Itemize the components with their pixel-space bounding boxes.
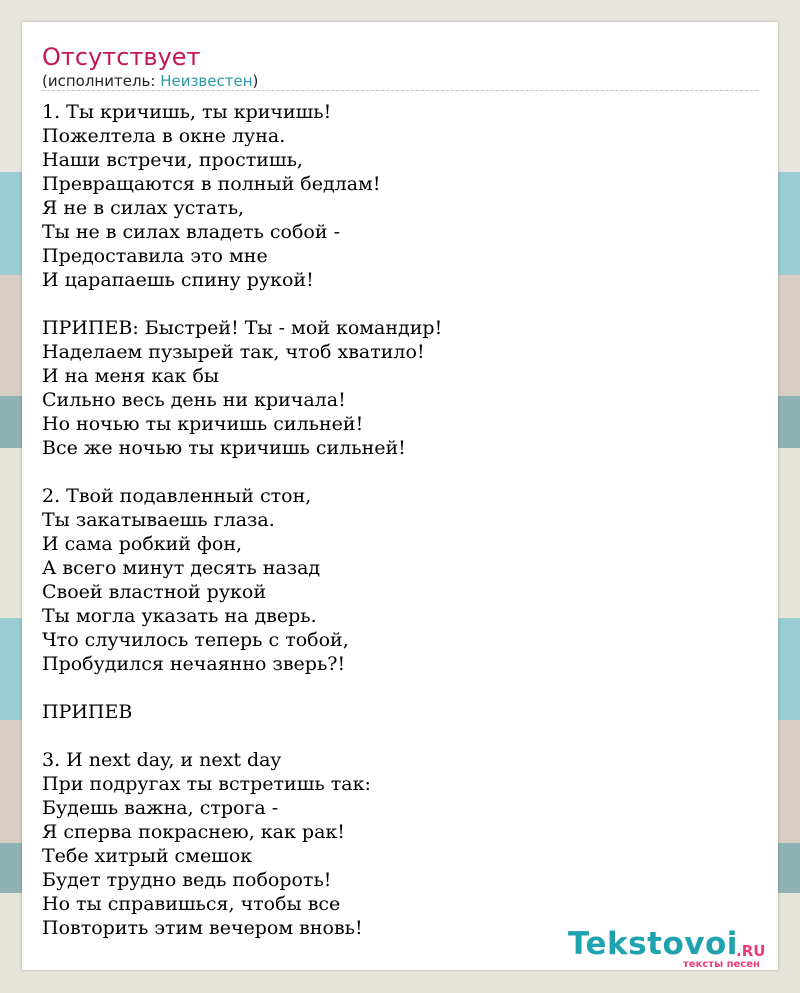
artist-line — [42, 71, 258, 91]
lyric-line: ПРИПЕВ: Быстрей! Ты - мой командир! — [42, 317, 443, 339]
lyrics-body — [42, 100, 758, 940]
logo-wordmark: Tekstovoi — [568, 926, 738, 962]
logo-domain: .RU — [736, 942, 766, 960]
lyric-line: Своей властной рукой — [42, 581, 266, 603]
lyric-line: Но ты справишься, чтобы все — [42, 893, 341, 915]
lyric-line: Пробудился нечаянно зверь?! — [42, 653, 346, 675]
stanza-gap — [42, 724, 758, 748]
lyric-line: 3. И next day, и next day — [42, 749, 282, 771]
stanza-gap — [42, 292, 758, 316]
lyric-line: ПРИПЕВ — [42, 701, 133, 723]
stanza-gap — [42, 460, 758, 484]
lyric-line: И царапаешь спину рукой! — [42, 269, 314, 291]
lyrics-card — [22, 22, 778, 970]
lyric-line: И сама робкий фон, — [42, 533, 243, 555]
lyric-line: Тебе хитрый смешок — [42, 845, 253, 867]
lyric-line: Я не в силах устать, — [42, 197, 245, 219]
lyric-line: Ты не в силах владеть собой - — [42, 221, 340, 243]
artist-prefix: (исполнитель: — [42, 72, 161, 90]
lyric-line: Но ночью ты кричишь сильней! — [42, 413, 364, 435]
lyric-line: Что случилось теперь с тобой, — [42, 629, 349, 651]
lyric-line: И на меня как бы — [42, 365, 220, 387]
lyric-line: А всего минут десять назад — [42, 557, 321, 579]
logo-subtitle: тексты песен — [683, 959, 760, 970]
lyric-line: Все же ночью ты кричишь сильней! — [42, 437, 406, 459]
song-title: Отсутствует — [42, 43, 201, 71]
lyric-line: Ты могла указать на дверь. — [42, 605, 317, 627]
lyric-line: Наделаем пузырей так, чтоб хватило! — [42, 341, 425, 363]
artist-link[interactable]: Неизвестен — [160, 72, 253, 90]
lyric-line: Повторить этим вечером вновь! — [42, 917, 363, 939]
lyric-line: Превращаются в полный бедлам! — [42, 173, 381, 195]
lyric-line: При подругах ты встретишь так: — [42, 773, 371, 795]
lyric-line: Пожелтела в окне луна. — [42, 125, 286, 147]
lyric-line: Ты закатываешь глаза. — [42, 509, 275, 531]
lyric-line: Сильно весь день ни кричала! — [42, 389, 346, 411]
lyric-line: Предоставила это мне — [42, 245, 268, 267]
lyric-line: Будешь важна, строга - — [42, 797, 279, 819]
artist-suffix: ) — [252, 72, 259, 90]
stanza-gap — [42, 676, 758, 700]
site-logo[interactable] — [568, 926, 778, 972]
lyric-line: Наши встречи, простишь, — [42, 149, 303, 171]
lyric-line: 2. Твой подавленный стон, — [42, 485, 312, 507]
lyric-line: 1. Ты кричишь, ты кричишь! — [42, 101, 332, 123]
title-divider — [42, 90, 758, 91]
lyric-line: Будет трудно ведь побороть! — [42, 869, 332, 891]
lyric-line: Я сперва покраснею, как рак! — [42, 821, 345, 843]
